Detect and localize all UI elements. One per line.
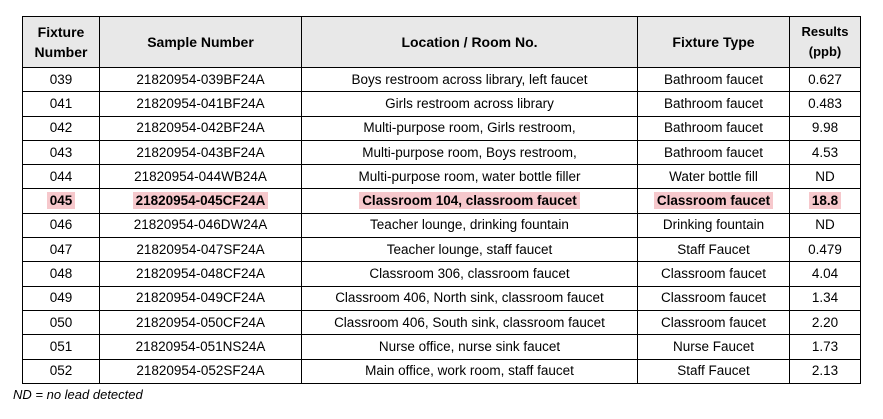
cell-fixture-type [638,335,790,359]
cell-location-text: Classroom 406, South sink, classroom faucet [334,314,605,330]
header-fixture-number [23,17,100,68]
cell-location [302,213,638,237]
cell-location-text: Nurse office, nurse sink faucet [378,338,561,354]
cell-result-text: 4.04 [811,266,839,282]
header-fixture-number-label: Fixture Number [34,24,88,60]
cell-location [302,165,638,189]
cell-result [790,92,861,116]
cell-sample-number-text: 21820954-051NS24A [135,338,266,354]
cell-fixture-type [638,359,790,383]
cell-result [790,116,861,140]
cell-fixture-type [638,92,790,116]
cell-result-text: 2.20 [811,314,839,330]
cell-sample-number-text: 21820954-049CF24A [135,290,266,306]
cell-fixture-type-text: Drinking fountain [662,217,765,233]
cell-result [790,310,861,334]
cell-fixture-type [638,189,790,213]
cell-result [790,359,861,383]
cell-location [302,140,638,164]
cell-result [790,68,861,92]
cell-sample-number-text: 21820954-046DW24A [133,217,268,233]
cell-location-text: Teacher lounge, staff faucet [386,241,553,257]
cell-sample-number-text: 21820954-048CF24A [135,266,266,282]
cell-fixture-type [638,213,790,237]
cell-fixture-number-text: 052 [49,363,73,379]
cell-location [302,310,638,334]
cell-sample-number [100,68,302,92]
table-row [23,213,861,237]
cell-result-text: 18.8 [809,192,841,209]
table-row [23,310,861,334]
cell-fixture-number [23,68,100,92]
table-header-row [23,17,861,68]
cell-location [302,238,638,262]
cell-fixture-number-text: 050 [49,314,73,330]
cell-location-text: Multi-purpose room, Girls restroom, [363,120,576,136]
cell-fixture-number-text: 047 [49,241,73,257]
cell-fixture-type [638,310,790,334]
cell-fixture-type-text: Staff Faucet [677,363,750,379]
cell-result-text: ND [815,168,835,184]
cell-sample-number-text: 21820954-045CF24A [133,192,269,209]
cell-fixture-number-text: 049 [49,290,73,306]
table-row [23,359,861,383]
lead-results-table [22,16,861,384]
cell-fixture-number [23,140,100,164]
cell-location [302,286,638,310]
cell-result [790,238,861,262]
cell-fixture-type-text: Classroom faucet [660,314,767,330]
cell-location [302,189,638,213]
results-table-container [22,16,862,384]
cell-result-text: 1.73 [811,338,839,354]
cell-result-text: 0.483 [808,95,842,111]
cell-fixture-number [23,92,100,116]
cell-sample-number [100,189,302,213]
cell-fixture-number [23,310,100,334]
cell-fixture-type [638,68,790,92]
cell-fixture-type [638,286,790,310]
table-row [23,68,861,92]
cell-location-text: Girls restroom across library [385,95,554,111]
cell-fixture-type [638,116,790,140]
cell-result [790,335,861,359]
cell-result [790,140,861,164]
cell-sample-number [100,140,302,164]
cell-sample-number [100,359,302,383]
cell-location-text: Classroom 306, classroom faucet [369,266,570,282]
cell-result [790,286,861,310]
cell-result-text: 4.53 [811,144,839,160]
cell-fixture-type-text: Classroom faucet [660,266,767,282]
cell-fixture-number-text: 046 [49,217,73,233]
cell-fixture-type-text: Bathroom faucet [663,120,764,136]
cell-fixture-number [23,262,100,286]
cell-sample-number [100,262,302,286]
cell-fixture-number-text: 048 [49,266,73,282]
cell-result [790,262,861,286]
cell-fixture-type-text: Nurse Faucet [672,338,755,354]
cell-fixture-type-text: Bathroom faucet [663,71,764,87]
cell-fixture-type-text: Staff Faucet [677,241,750,257]
cell-fixture-number [23,213,100,237]
cell-fixture-type [638,262,790,286]
cell-sample-number [100,165,302,189]
cell-fixture-type-text: Classroom faucet [654,192,773,209]
cell-fixture-number-text: 051 [49,338,73,354]
header-location: Location / Room No. [302,17,638,68]
cell-fixture-number [23,116,100,140]
cell-sample-number [100,310,302,334]
cell-sample-number [100,92,302,116]
cell-fixture-number-text: 044 [49,168,73,184]
cell-sample-number-text: 21820954-043BF24A [136,144,265,160]
cell-sample-number [100,238,302,262]
cell-sample-number-text: 21820954-052SF24A [136,363,265,379]
cell-sample-number-text: 21820954-047SF24A [136,241,265,257]
cell-fixture-number [23,165,100,189]
cell-sample-number [100,213,302,237]
cell-fixture-number [23,238,100,262]
cell-result [790,189,861,213]
cell-sample-number-text: 21820954-039BF24A [136,71,265,87]
cell-result-text: 0.479 [808,241,842,257]
cell-fixture-type [638,238,790,262]
cell-location-text: Multi-purpose room, Boys restroom, [362,144,577,160]
cell-location-text: Main office, work room, staff faucet [365,363,574,379]
header-fixture-type: Fixture Type [638,17,790,68]
header-sample-number: Sample Number [100,17,302,68]
cell-location [302,335,638,359]
cell-result [790,165,861,189]
cell-location-text: Teacher lounge, drinking fountain [370,217,569,233]
cell-fixture-number [23,286,100,310]
cell-fixture-type-text: Bathroom faucet [663,95,764,111]
cell-sample-number [100,286,302,310]
cell-location-text: Multi-purpose room, water bottle filler [358,168,581,184]
cell-fixture-type-text: Bathroom faucet [663,144,764,160]
cell-fixture-type [638,140,790,164]
table-row [23,286,861,310]
table-row [23,262,861,286]
cell-sample-number [100,335,302,359]
cell-location [302,359,638,383]
header-results-label: Results (ppb) [801,24,849,59]
cell-location [302,116,638,140]
cell-sample-number-text: 21820954-041BF24A [136,95,265,111]
cell-location-text: Classroom 104, classroom faucet [359,192,580,209]
table-row [23,116,861,140]
cell-fixture-number-text: 041 [49,95,73,111]
cell-location-text: Boys restroom across library, left faucet [351,71,588,87]
cell-sample-number-text: 21820954-044WB24A [134,168,267,184]
cell-location-text: Classroom 406, North sink, classroom faucet [335,290,604,306]
cell-sample-number-text: 21820954-050CF24A [135,314,266,330]
cell-fixture-number [23,335,100,359]
cell-fixture-number-text: 039 [49,71,73,87]
header-results [790,17,861,68]
cell-result-text: 9.98 [811,120,839,136]
footnote: ND = no lead detected [13,387,143,402]
table-row [23,335,861,359]
cell-sample-number-text: 21820954-042BF24A [136,120,265,136]
cell-result-text: ND [815,217,835,233]
cell-result-text: 1.34 [811,290,839,306]
cell-result [790,213,861,237]
cell-location [302,68,638,92]
cell-location [302,92,638,116]
table-row [23,92,861,116]
cell-fixture-type-text: Classroom faucet [660,290,767,306]
cell-fixture-number [23,189,100,213]
cell-fixture-number-text: 042 [49,120,73,136]
cell-fixture-number-text: 045 [47,192,76,209]
table-row [23,165,861,189]
table-row [23,189,861,213]
cell-fixture-number [23,359,100,383]
table-row [23,238,861,262]
table-row [23,140,861,164]
cell-sample-number [100,116,302,140]
cell-fixture-type-text: Water bottle fill [669,168,758,184]
cell-fixture-type [638,165,790,189]
cell-result-text: 2.13 [811,363,839,379]
cell-result-text: 0.627 [808,71,842,87]
cell-fixture-number-text: 043 [49,144,73,160]
cell-location [302,262,638,286]
